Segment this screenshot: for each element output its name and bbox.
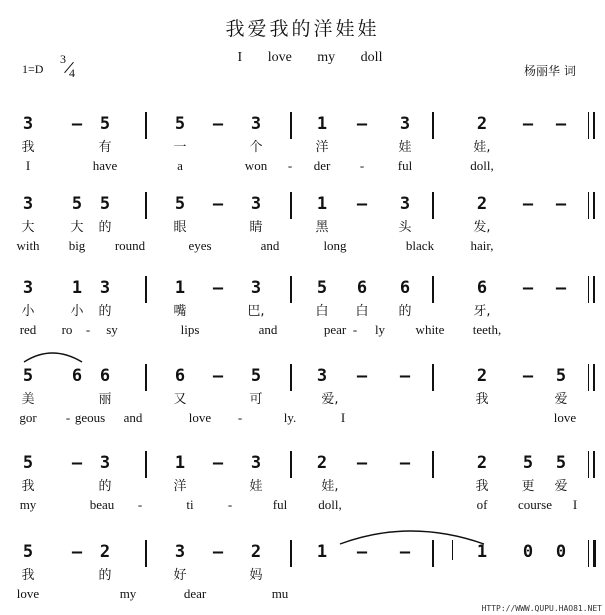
chinese-lyric: 眼 — [173, 220, 187, 235]
note: 5 — [71, 194, 83, 214]
note: 1 — [174, 278, 186, 298]
note: 3 — [316, 366, 328, 386]
chinese-lyric: 大 — [21, 220, 35, 235]
chinese-lyric: 丽 — [98, 392, 112, 407]
english-lyric: geous — [74, 410, 106, 425]
english-lyric: red — [19, 322, 37, 337]
note: 3 — [250, 194, 262, 214]
note: 5 — [22, 542, 34, 562]
note: 6 — [399, 278, 411, 298]
note: 6 — [174, 366, 186, 386]
note: 6 — [356, 278, 368, 298]
note: 2 — [476, 453, 488, 473]
note: – — [399, 453, 411, 473]
english-lyric: ful — [272, 497, 288, 512]
note: 3 — [250, 114, 262, 134]
note: 6 — [476, 278, 488, 298]
chinese-lyric: 我 — [21, 140, 35, 155]
english-lyric: long — [323, 238, 347, 253]
note: – — [555, 114, 567, 134]
chinese-lyric: 我 — [21, 479, 35, 494]
note: – — [71, 542, 83, 562]
english-lyric: der — [313, 158, 331, 173]
chinese-lyric: 妈 — [249, 568, 263, 583]
chinese-lyric: 小 — [70, 304, 84, 319]
chinese-lyric: 更 — [521, 479, 535, 494]
note: 5 — [555, 366, 567, 386]
english-lyric: have — [92, 158, 118, 173]
note: 2 — [250, 542, 262, 562]
note: 3 — [22, 278, 34, 298]
chinese-lyric: 美 — [21, 392, 35, 407]
english-lyric: pear — [323, 322, 347, 337]
note: 5 — [99, 114, 111, 134]
note: 1 — [316, 542, 328, 562]
note: 2 — [476, 194, 488, 214]
note: – — [522, 366, 534, 386]
time-signature-top: 3 — [60, 52, 66, 66]
note: – — [356, 453, 368, 473]
chinese-lyric: 有 — [98, 140, 112, 155]
note: – — [399, 366, 411, 386]
english-lyric: and — [258, 322, 278, 337]
note: – — [212, 114, 224, 134]
chinese-lyric: 嘴 — [173, 304, 187, 319]
chinese-lyric: 可 — [249, 392, 263, 407]
note: 2 — [316, 453, 328, 473]
note: 5 — [22, 453, 34, 473]
english-lyric: doll, — [470, 158, 494, 173]
chinese-lyric: 娃 — [398, 140, 412, 155]
english-lyric: eyes — [188, 238, 212, 253]
chinese-lyric: 白 — [355, 304, 369, 319]
chinese-lyric: 睛 — [249, 220, 263, 235]
song-title: 我爱我的洋娃娃 — [225, 18, 380, 40]
note: 3 — [250, 278, 262, 298]
english-lyric: ly — [374, 322, 386, 337]
english-lyric: I — [340, 410, 346, 425]
chinese-lyric: 小 — [21, 304, 35, 319]
english-lyric: - — [137, 497, 143, 512]
chinese-lyric: 发, — [473, 220, 491, 235]
chinese-lyric: 爱 — [554, 392, 568, 407]
english-lyric: beau — [89, 497, 115, 512]
chinese-lyric: 我 — [21, 568, 35, 583]
note: 1 — [316, 114, 328, 134]
english-lyric: won — [244, 158, 268, 173]
english-lyric: - — [237, 410, 243, 425]
note: – — [212, 366, 224, 386]
chinese-lyric: 一 — [173, 140, 187, 155]
song-subtitle: I love my doll — [237, 50, 383, 65]
english-lyric: course — [518, 497, 552, 512]
english-lyric: I — [25, 158, 31, 173]
note: – — [356, 542, 368, 562]
english-lyric: my — [19, 497, 37, 512]
english-lyric: dear — [183, 586, 207, 601]
chinese-lyric: 大 — [70, 220, 84, 235]
english-lyric: lips — [180, 322, 200, 337]
note: 0 — [522, 542, 534, 562]
note: 1 — [476, 542, 488, 562]
chinese-lyric: 的 — [98, 568, 112, 583]
note: – — [522, 114, 534, 134]
english-lyric: - — [65, 410, 71, 425]
english-lyric: - — [227, 497, 233, 512]
english-lyric: hair, — [470, 238, 494, 253]
english-lyric: I — [572, 497, 578, 512]
english-lyric: round — [114, 238, 146, 253]
note: – — [212, 453, 224, 473]
english-lyric: sy — [106, 322, 118, 337]
note: 3 — [99, 278, 111, 298]
note: 5 — [99, 194, 111, 214]
english-lyric: my — [119, 586, 137, 601]
note: 5 — [174, 194, 186, 214]
note: 5 — [174, 114, 186, 134]
note: 1 — [174, 453, 186, 473]
english-lyric: white — [415, 322, 445, 337]
chinese-lyric: 个 — [249, 140, 263, 155]
note: 6 — [71, 366, 83, 386]
lyricist-credit: 杨丽华 词 — [524, 64, 576, 78]
english-lyric: - — [85, 322, 91, 337]
english-lyric: love — [16, 586, 40, 601]
chinese-lyric: 爱 — [554, 479, 568, 494]
chinese-lyric: 白 — [315, 304, 329, 319]
english-lyric: love — [188, 410, 212, 425]
note: 1 — [71, 278, 83, 298]
note: – — [71, 114, 83, 134]
chinese-lyric: 洋 — [315, 140, 329, 155]
note: 5 — [555, 453, 567, 473]
english-lyric: ly. — [283, 410, 297, 425]
note: 3 — [22, 114, 34, 134]
note: 3 — [399, 114, 411, 134]
english-lyric: mu — [271, 586, 289, 601]
english-lyric: with — [16, 238, 40, 253]
english-lyric: and — [123, 410, 143, 425]
note: 3 — [399, 194, 411, 214]
note: – — [212, 278, 224, 298]
english-lyric: and — [260, 238, 280, 253]
english-lyric: - — [352, 322, 358, 337]
chinese-lyric: 娃, — [321, 479, 339, 494]
slur — [24, 353, 82, 362]
english-lyric: gor — [19, 410, 37, 425]
chinese-lyric: 牙, — [473, 304, 491, 319]
chinese-lyric: 的 — [98, 304, 112, 319]
note: 3 — [250, 453, 262, 473]
note: – — [212, 194, 224, 214]
chinese-lyric: 的 — [98, 479, 112, 494]
key-signature: 1=D — [22, 62, 44, 76]
chinese-lyric: 黑 — [315, 220, 329, 235]
note: 5 — [250, 366, 262, 386]
note: 3 — [174, 542, 186, 562]
note: – — [522, 194, 534, 214]
english-lyric: a — [177, 158, 183, 173]
note: – — [71, 453, 83, 473]
english-lyric: ti — [186, 497, 194, 512]
english-lyric: black — [405, 238, 435, 253]
note: 5 — [316, 278, 328, 298]
chinese-lyric: 的 — [98, 220, 112, 235]
time-signature-bottom: 4 — [69, 66, 75, 80]
chinese-lyric: 娃, — [473, 140, 491, 155]
note: 3 — [22, 194, 34, 214]
chinese-lyric: 洋 — [173, 479, 187, 494]
note: 5 — [522, 453, 534, 473]
chinese-lyric: 我 — [475, 392, 489, 407]
tie — [340, 531, 484, 544]
chinese-lyric: 巴, — [247, 304, 265, 319]
note: 6 — [99, 366, 111, 386]
english-lyric: - — [287, 158, 293, 173]
chinese-lyric: 好 — [173, 568, 187, 583]
english-lyric: ro — [61, 322, 73, 337]
note: – — [212, 542, 224, 562]
note: 3 — [99, 453, 111, 473]
note: – — [522, 278, 534, 298]
chinese-lyric: 又 — [173, 392, 187, 407]
note: 2 — [476, 366, 488, 386]
english-lyric: love — [553, 410, 577, 425]
note: 2 — [99, 542, 111, 562]
note: 1 — [316, 194, 328, 214]
chinese-lyric: 头 — [398, 220, 412, 235]
note: – — [555, 194, 567, 214]
english-lyric: - — [359, 158, 365, 173]
english-lyric: of — [476, 497, 488, 512]
english-lyric: doll, — [318, 497, 342, 512]
chinese-lyric: 爱, — [321, 392, 339, 407]
note: – — [399, 542, 411, 562]
note: – — [356, 366, 368, 386]
note: – — [356, 114, 368, 134]
note: 2 — [476, 114, 488, 134]
chinese-lyric: 娃 — [249, 479, 263, 494]
note: 0 — [555, 542, 567, 562]
chinese-lyric: 的 — [398, 304, 412, 319]
english-lyric: big — [68, 238, 86, 253]
note: – — [356, 194, 368, 214]
chinese-lyric: 我 — [475, 479, 489, 494]
english-lyric: ful — [397, 158, 413, 173]
note: – — [555, 278, 567, 298]
source-watermark: HTTP://WWW.QUPU.HAO81.NET — [481, 604, 602, 613]
english-lyric: teeth, — [472, 322, 502, 337]
note: 5 — [22, 366, 34, 386]
